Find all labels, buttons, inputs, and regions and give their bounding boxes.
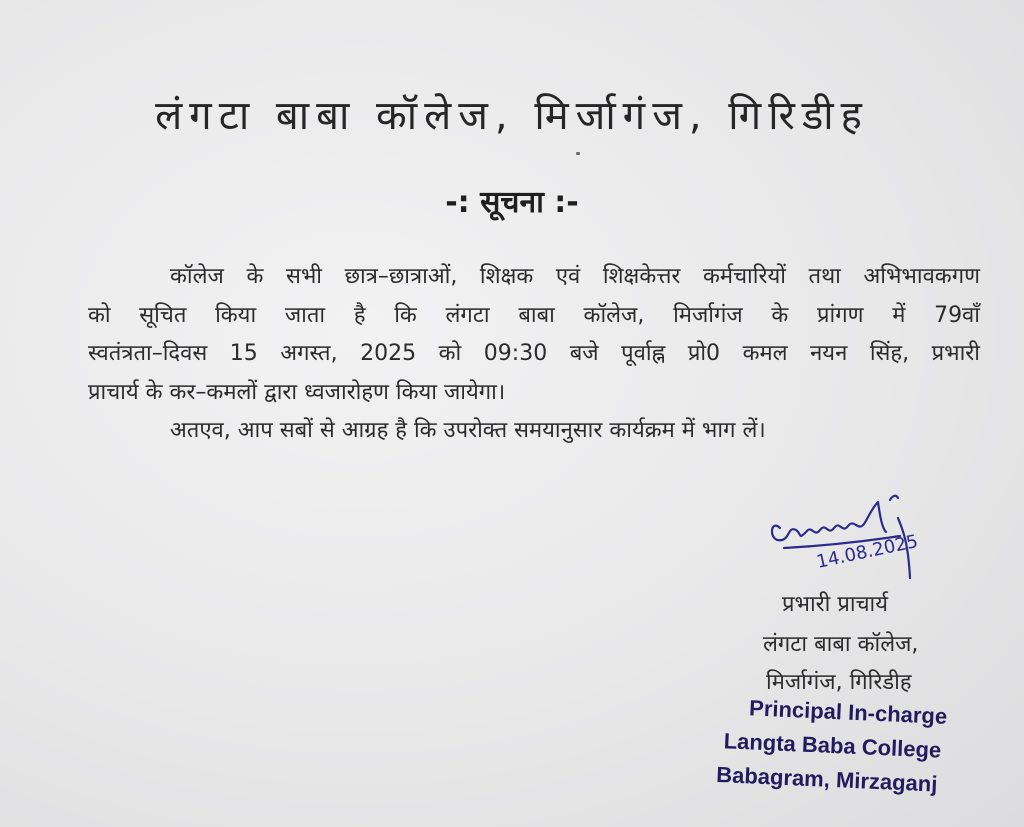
notice-heading: -: सूचना :- — [445, 185, 579, 220]
body-line-2: को सूचित किया जाता है कि लंगटा बाबा कॉलेज, मिर्जागंज के प्रांगण में 79वाँ — [88, 302, 980, 328]
notice-body — [88, 258, 980, 451]
body-line-1: कॉलेज के सभी छात्र–छात्राओं, शिक्षक एवं शिक्षकेत्तर कर्मचारियों तथा अभिभावकगण — [170, 264, 980, 289]
signatory-college: लंगटा बाबा कॉलेज, — [763, 632, 919, 657]
college-title: लंगटा बाबा कॉलेज, मिर्जागंज, गिरिडीह — [155, 93, 869, 139]
body-line-3: स्वतंत्रता–दिवस 15 अगस्त, 2025 को 09:30 बजे पूर्वाह्न प्रो0 कमल नयन सिंह, प्रभारी — [88, 341, 980, 366]
signatory-place: मिर्जागंज, गिरिडीह — [766, 670, 912, 695]
stamp-line-2: Langta Baba College — [723, 728, 942, 763]
signatory-designation: प्रभारी प्राचार्य — [782, 592, 889, 617]
stamp-line-3: Babagram, Mirzaganj — [715, 761, 938, 797]
handwritten-signature — [740, 488, 980, 583]
ink-dot — [576, 152, 580, 155]
body-line-5: अतएव, आप सबों से आग्रह है कि उपरोक्त समयानुसार कार्यक्रम में भाग लें। — [170, 418, 766, 443]
official-stamp — [716, 690, 1020, 805]
signature-date: 14.08.2025 — [814, 530, 920, 573]
body-line-4: प्राचार्य के कर–कमलों द्वारा ध्वजारोहण किया जायेगा। — [88, 379, 506, 405]
stamp-line-1: Principal In-charge — [748, 695, 948, 729]
